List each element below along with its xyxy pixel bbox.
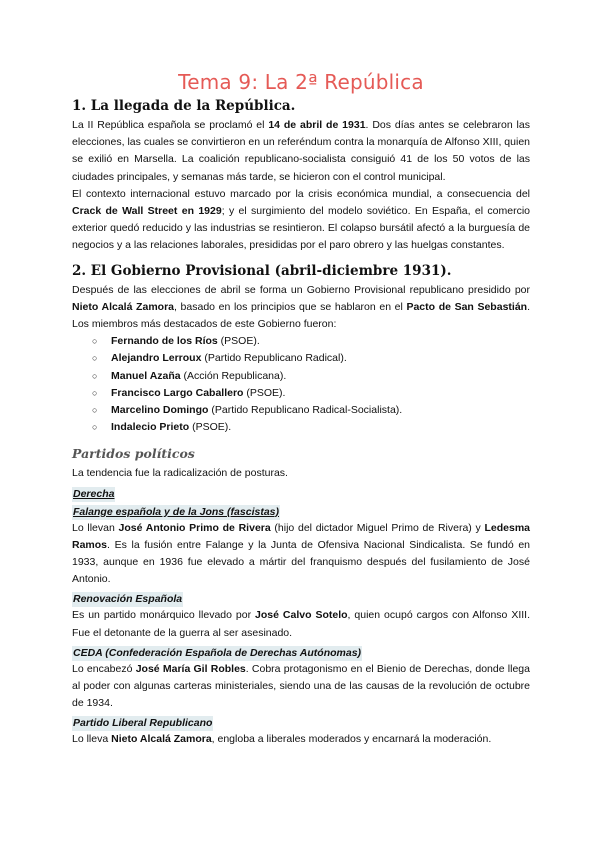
bullet-icon: ○ xyxy=(92,336,98,347)
text-run: (hijo del dictador Miguel Primo de Rivera) y xyxy=(270,521,485,534)
text-run: La II República española se proclamó el xyxy=(72,119,269,131)
bullet-icon: ○ xyxy=(92,405,98,416)
member-item xyxy=(92,402,530,419)
bold-text: José Antonio Primo de Rivera xyxy=(118,521,271,534)
paragraph xyxy=(72,117,530,186)
member-name: Indalecio Prieto xyxy=(111,421,190,434)
member-party: (Acción Republicana). xyxy=(180,369,287,382)
member-name: Francisco Largo Caballero xyxy=(111,386,244,399)
text-run: . Cobra protagonismo en el Bienio de Derechas, donde llega al poder con algunas carteras ministeriales, siendo una de las causas de la revolución de octubre de 1934. xyxy=(72,662,530,710)
section-heading-gobierno-provisional: 2. El Gobierno Provisional (abril-diciembre 1931). xyxy=(72,262,452,279)
member-party: (PSOE). xyxy=(243,386,286,399)
page-title: Tema 9: La 2ª República xyxy=(178,70,424,94)
text-run: , engloba a liberales moderados y encarnará la moderación. xyxy=(211,733,492,746)
member-party: (PSOE). xyxy=(189,421,232,434)
bullet-icon: ○ xyxy=(92,370,98,381)
label-falange: Falange española y de la Jons (fascistas) xyxy=(73,505,279,518)
bold-text: Ledesma Ramos xyxy=(72,521,530,551)
bold-text: Nieto Alcalá Zamora xyxy=(111,733,212,746)
text-run: Es un partido monárquico llevado por xyxy=(72,609,256,622)
bold-text: Nieto Alcalá Zamora xyxy=(72,300,174,313)
bold-text: Crack de Wall Street en 1929 xyxy=(72,205,222,218)
member-party: (Partido Republicano Radical-Socialista). xyxy=(208,404,403,417)
member-item xyxy=(92,333,530,350)
paragraph xyxy=(72,731,530,748)
paragraph xyxy=(72,661,530,713)
text-run: Lo lleva xyxy=(72,733,112,746)
label-ceda: CEDA (Confederación Española de Derechas Autónomas) xyxy=(73,646,362,659)
paragraph: La tendencia fue la radicalización de posturas. xyxy=(72,467,288,480)
bold-text: Pacto de San Sebastián xyxy=(406,300,528,313)
text-run: ; y el surgimiento del modelo soviético. En España, el comercio exterior quedó reducido y las industrias se resintieron. El colapso bursátil afectó a la burguesía de negocios y a las relaciones laborales, presididas por el paro obrero y las huelgas constantes. xyxy=(72,205,530,252)
document-page xyxy=(72,70,530,749)
text-run: Lo llevan xyxy=(72,521,119,534)
bullet-icon: ○ xyxy=(92,422,98,433)
member-name: Manuel Azaña xyxy=(111,369,181,382)
paragraph xyxy=(72,607,530,641)
member-party: (Partido Republicano Radical). xyxy=(201,352,347,365)
text-run: , quien ocupó cargos con Alfonso XIII. Fue el detonante de la guerra al ser asesinado. xyxy=(72,609,531,639)
paragraph xyxy=(72,186,530,255)
member-name: Marcelino Domingo xyxy=(111,404,209,417)
label-derecha: Derecha xyxy=(73,487,115,500)
subheading-partidos: Partidos políticos xyxy=(72,446,195,462)
members-list xyxy=(72,333,530,436)
paragraph xyxy=(72,282,530,334)
section-heading-llegada: 1. La llegada de la República. xyxy=(72,98,296,114)
member-name: Fernando de los Ríos xyxy=(111,335,218,348)
bullet-icon: ○ xyxy=(92,353,98,364)
member-item xyxy=(92,419,530,436)
member-item xyxy=(92,368,530,385)
member-name: Alejandro Lerroux xyxy=(111,352,202,365)
paragraph xyxy=(72,520,530,589)
label-liberal: Partido Liberal Republicano xyxy=(73,717,213,730)
text-run: . Dos días antes se celebraron las elecciones, las cuales se convirtieron en un referéndum contra la monarquía de Alfonso XIII, quien se exilió en Marsella. La coalición republicano-socialista consiguió 41 de los 50 votos de las ciudades principales, y semanas más tarde, se hicieron con el control municipal. xyxy=(72,119,530,183)
text-run: Lo encabezó xyxy=(72,662,136,675)
text-run: Después de las elecciones de abril se forma un Gobierno Provisional republicano presidido por xyxy=(72,283,530,296)
bold-text: 14 de abril de 1931 xyxy=(268,119,366,131)
text-run: El contexto internacional estuvo marcado por la crisis económica mundial, a consecuencia del xyxy=(72,187,530,200)
label-renovacion: Renovación Española xyxy=(73,593,183,606)
member-item xyxy=(92,385,530,402)
text-run: . Es la fusión entre Falange y la Junta de Ofensiva Nacional Sindicalista. Se fundó en 1933, aunque en 1936 fue elevado a mártir del franquismo después del fusilamiento de José Antonio. xyxy=(72,538,530,586)
text-run: . Los miembros más destacados de este Gobierno fueron: xyxy=(72,300,530,331)
bold-text: José María Gil Robles xyxy=(135,662,246,675)
bold-text: José Calvo Sotelo xyxy=(255,609,348,622)
member-item xyxy=(92,350,530,367)
member-party: (PSOE). xyxy=(217,335,260,348)
bullet-icon: ○ xyxy=(92,387,98,398)
text-run: , basado en los principios que se hablaron en el xyxy=(174,300,407,313)
